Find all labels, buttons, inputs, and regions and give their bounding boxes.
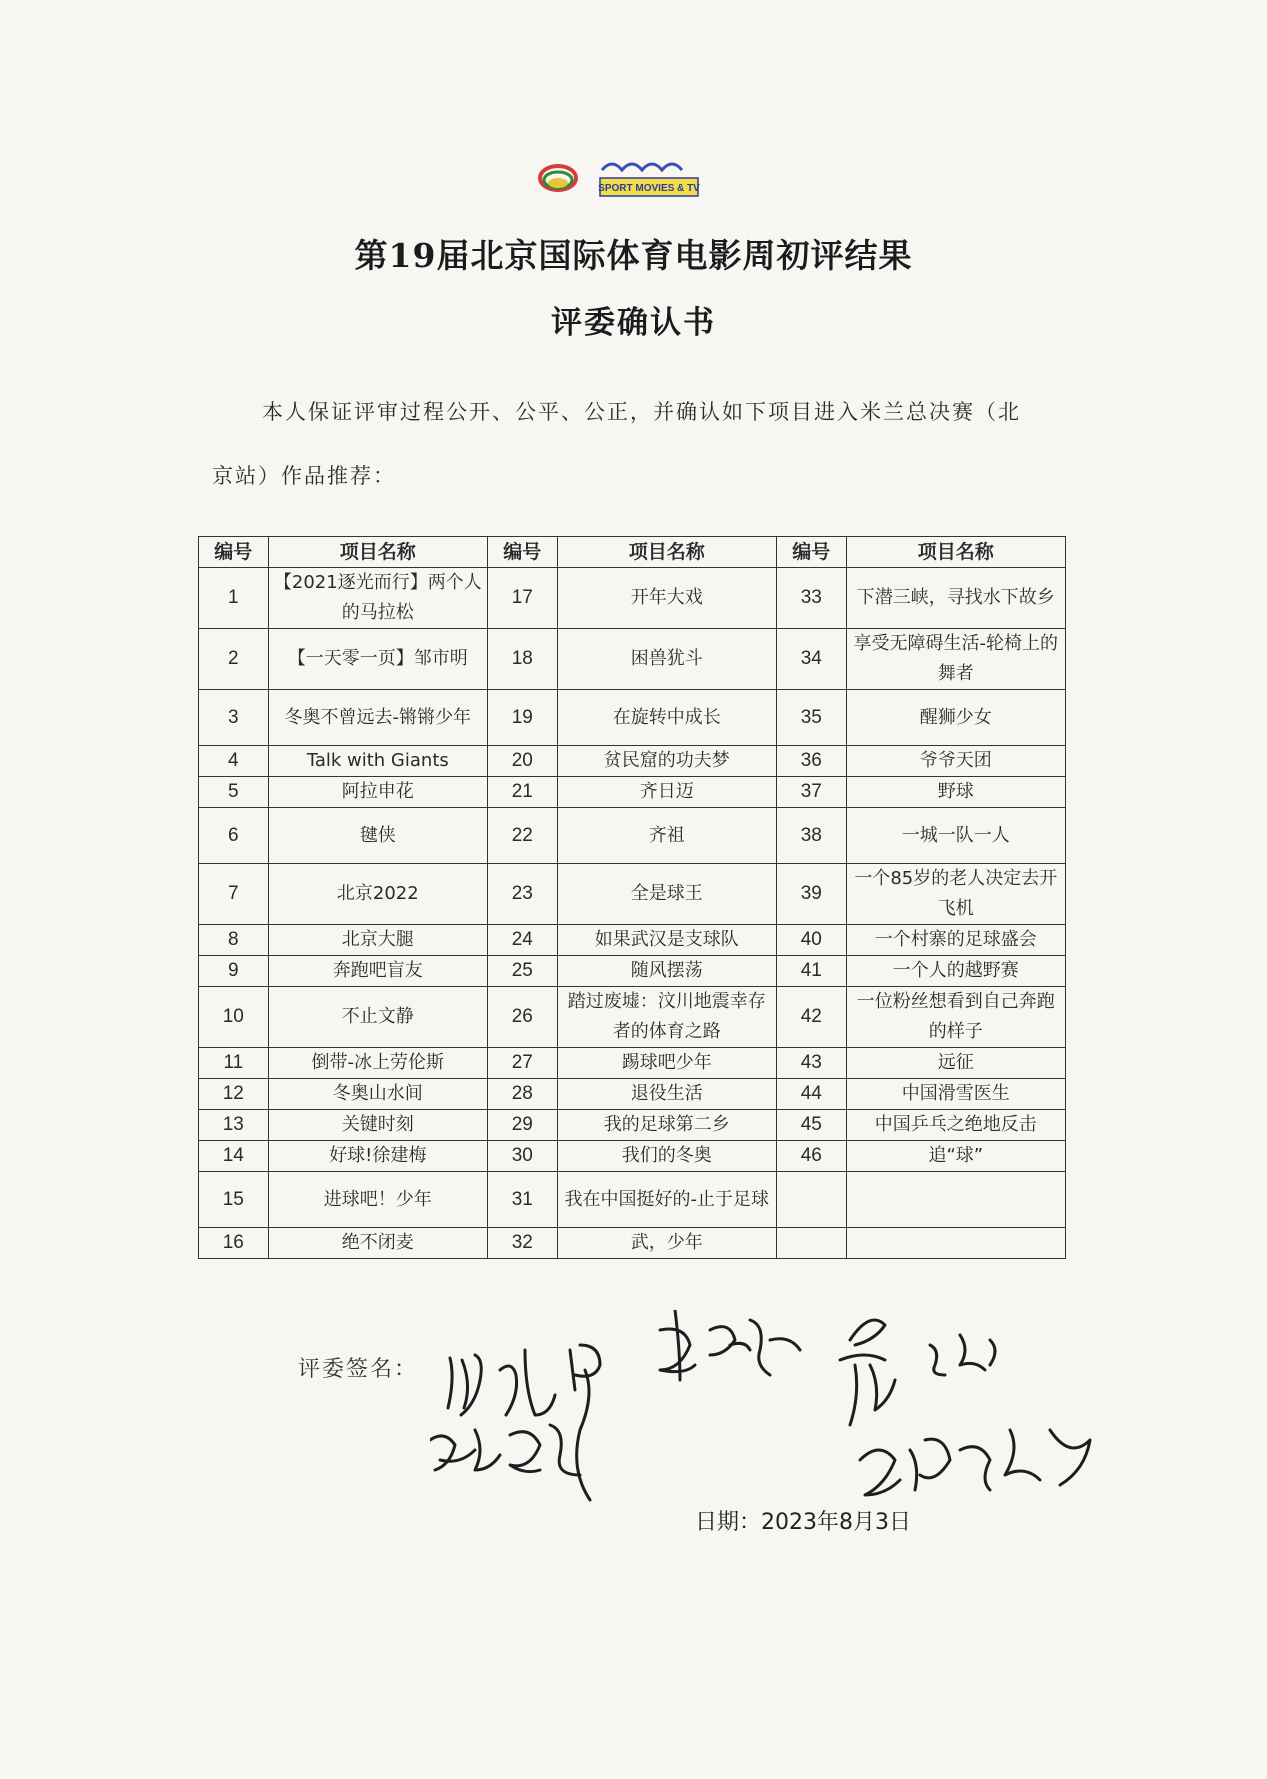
cell-project-name: 不止文静 (268, 987, 487, 1048)
cell-number: 33 (776, 568, 846, 629)
cell-number: 40 (776, 925, 846, 956)
signature-4 (840, 1320, 995, 1425)
signature-label: 评委签名： (298, 1357, 419, 1382)
cell-number: 23 (487, 864, 557, 925)
cell-number: 37 (776, 777, 846, 808)
cell-project-name: 武，少年 (557, 1228, 776, 1259)
cell-number: 9 (199, 956, 269, 987)
cell-project-name: 冬奥不曾远去-锵锵少年 (268, 690, 487, 746)
cell-number: 45 (776, 1110, 846, 1141)
cell-project-name (846, 1228, 1065, 1259)
cell-project-name: 踏过废墟：汶川地震幸存者的体育之路 (557, 987, 776, 1048)
cell-project-name: 北京2022 (268, 864, 487, 925)
cell-number (776, 1172, 846, 1228)
cell-number: 41 (776, 956, 846, 987)
table-row (199, 1228, 1066, 1259)
cell-project-name: 全是球王 (557, 864, 776, 925)
cell-number: 11 (199, 1048, 269, 1079)
cell-number: 2 (199, 629, 269, 690)
table-body (199, 568, 1066, 1259)
cell-number: 42 (776, 987, 846, 1048)
table-row (199, 629, 1066, 690)
cell-number: 17 (487, 568, 557, 629)
logo-group (530, 150, 750, 220)
cell-project-name: 退役生活 (557, 1079, 776, 1110)
cell-number: 24 (487, 925, 557, 956)
cell-number: 4 (199, 746, 269, 777)
cell-number (776, 1228, 846, 1259)
header-project-name-1: 项目名称 (268, 537, 487, 568)
cell-project-name: 阿拉申花 (268, 777, 487, 808)
cell-project-name: 冬奥山水间 (268, 1079, 487, 1110)
cell-number: 39 (776, 864, 846, 925)
cell-project-name: 一个人的越野赛 (846, 956, 1065, 987)
header-number-2: 编号 (487, 537, 557, 568)
cell-number: 31 (487, 1172, 557, 1228)
cell-project-name: 绝不闭麦 (268, 1228, 487, 1259)
cell-project-name: 中国滑雪医生 (846, 1079, 1065, 1110)
signature-5 (860, 1430, 1090, 1495)
table-row (199, 1141, 1066, 1172)
cell-project-name: 野球 (846, 777, 1065, 808)
logo-svg (530, 150, 750, 220)
header-project-name-3: 项目名称 (846, 537, 1065, 568)
table-row (199, 568, 1066, 629)
cell-number: 3 (199, 690, 269, 746)
cell-project-name: 困兽犹斗 (557, 629, 776, 690)
cell-number: 38 (776, 808, 846, 864)
cell-project-name: 倒带-冰上劳伦斯 (268, 1048, 487, 1079)
cell-number: 8 (199, 925, 269, 956)
header-project-name-2: 项目名称 (557, 537, 776, 568)
cell-project-name: 爷爷天团 (846, 746, 1065, 777)
cell-project-name: 一个村寨的足球盛会 (846, 925, 1065, 956)
cell-number: 20 (487, 746, 557, 777)
table-row (199, 808, 1066, 864)
logo-text: SPORT MOVIES & TV (598, 183, 700, 194)
cell-project-name: 开年大戏 (557, 568, 776, 629)
table-row (199, 956, 1066, 987)
cell-number: 26 (487, 987, 557, 1048)
cell-number: 5 (199, 777, 269, 808)
signature-1 (448, 1345, 600, 1500)
cell-project-name: 毽侠 (268, 808, 487, 864)
cell-project-name: 我的足球第二乡 (557, 1110, 776, 1141)
table-row (199, 1172, 1066, 1228)
cell-number: 32 (487, 1228, 557, 1259)
cell-project-name: 【2021逐光而行】两个人的马拉松 (268, 568, 487, 629)
signing-date: 日期：2023年8月3日 (695, 1510, 911, 1535)
cell-project-name: 好球!徐建梅 (268, 1141, 487, 1172)
cell-number: 46 (776, 1141, 846, 1172)
cell-project-name: Talk with Giants (268, 746, 487, 777)
cell-number: 12 (199, 1079, 269, 1110)
cell-number: 36 (776, 746, 846, 777)
cell-project-name: 随风摆荡 (557, 956, 776, 987)
cell-project-name: 一位粉丝想看到自己奔跑的样子 (846, 987, 1065, 1048)
cell-number: 13 (199, 1110, 269, 1141)
table-row (199, 1079, 1066, 1110)
sport-rings-logo (540, 166, 576, 190)
cell-number: 14 (199, 1141, 269, 1172)
cell-number: 44 (776, 1079, 846, 1110)
header-number-1: 编号 (199, 537, 269, 568)
cell-project-name: 如果武汉是支球队 (557, 925, 776, 956)
cell-project-name: 中国乒乓之绝地反击 (846, 1110, 1065, 1141)
document-title: 第19届北京国际体育电影周初评结果 (354, 236, 913, 275)
cell-number: 21 (487, 777, 557, 808)
cell-project-name: 踢球吧少年 (557, 1048, 776, 1079)
cell-project-name: 一城一队一人 (846, 808, 1065, 864)
cell-project-name: 齐祖 (557, 808, 776, 864)
cell-project-name: 醒狮少女 (846, 690, 1065, 746)
cell-project-name: 进球吧！少年 (268, 1172, 487, 1228)
cell-number: 19 (487, 690, 557, 746)
cell-number: 30 (487, 1141, 557, 1172)
table-header-row (199, 537, 1066, 568)
cell-number: 16 (199, 1228, 269, 1259)
table-row (199, 925, 1066, 956)
table-row (199, 1110, 1066, 1141)
cell-number: 7 (199, 864, 269, 925)
cell-project-name: 追“球” (846, 1141, 1065, 1172)
table-row (199, 864, 1066, 925)
table-row (199, 746, 1066, 777)
cell-project-name (846, 1172, 1065, 1228)
signature-3 (660, 1310, 800, 1380)
cell-project-name: 齐日迈 (557, 777, 776, 808)
sport-movies-tv-logo (598, 164, 700, 196)
cell-project-name: 我们的冬奥 (557, 1141, 776, 1172)
cell-number: 22 (487, 808, 557, 864)
cell-number: 25 (487, 956, 557, 987)
table-row (199, 1048, 1066, 1079)
cell-number: 35 (776, 690, 846, 746)
cell-project-name: 一个85岁的老人决定去开飞机 (846, 864, 1065, 925)
header-number-3: 编号 (776, 537, 846, 568)
cell-number: 43 (776, 1048, 846, 1079)
cell-number: 28 (487, 1079, 557, 1110)
table-row (199, 690, 1066, 746)
cell-project-name: 我在中国挺好的-止于足球 (557, 1172, 776, 1228)
cell-project-name: 下潜三峡，寻找水下故乡 (846, 568, 1065, 629)
results-table (198, 536, 1066, 1259)
cell-project-name: 贫民窟的功夫梦 (557, 746, 776, 777)
cell-number: 29 (487, 1110, 557, 1141)
cell-number: 1 (199, 568, 269, 629)
cell-number: 34 (776, 629, 846, 690)
cell-project-name: 北京大腿 (268, 925, 487, 956)
cell-number: 6 (199, 808, 269, 864)
cell-project-name: 享受无障碍生活-轮椅上的舞者 (846, 629, 1065, 690)
cell-project-name: 在旋转中成长 (557, 690, 776, 746)
cell-project-name: 【一天零一页】邹市明 (268, 629, 487, 690)
intro-line-1: 本人保证评审过程公开、公平、公正，并确认如下项目进入米兰总决赛（北 (262, 400, 1021, 424)
cell-number: 15 (199, 1172, 269, 1228)
document-subtitle: 评委确认书 (551, 305, 716, 341)
cell-project-name: 奔跑吧盲友 (268, 956, 487, 987)
cell-project-name: 关键时刻 (268, 1110, 487, 1141)
cell-number: 27 (487, 1048, 557, 1079)
intro-line-2: 京站）作品推荐： (212, 464, 396, 488)
signature-2 (430, 1425, 580, 1475)
table-row (199, 777, 1066, 808)
cell-number: 10 (199, 987, 269, 1048)
table-row (199, 987, 1066, 1048)
cell-project-name: 远征 (846, 1048, 1065, 1079)
cell-number: 18 (487, 629, 557, 690)
